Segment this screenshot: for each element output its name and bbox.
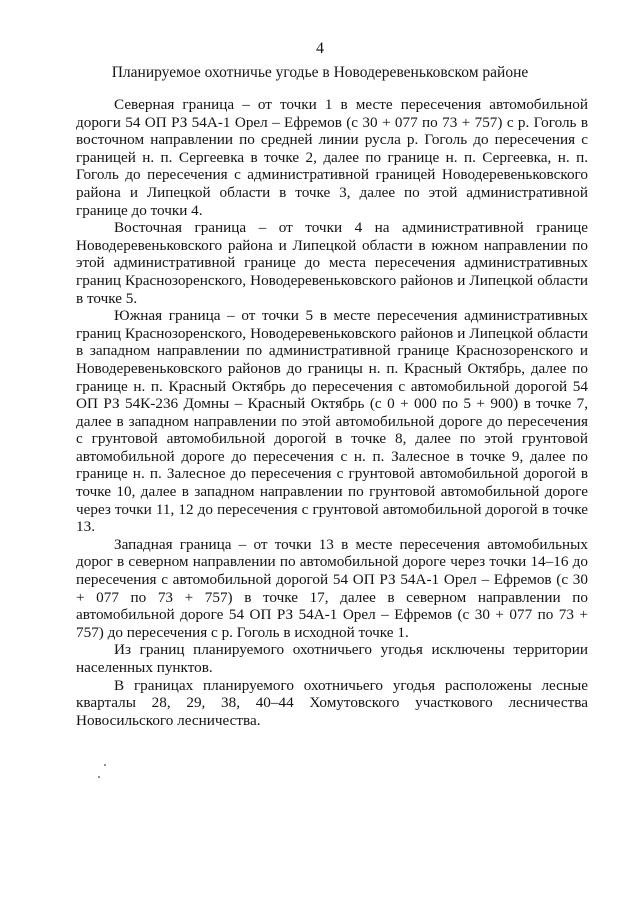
paragraph-west-border: Западная граница – от точки 13 в месте пересечения автомобильных дорог в северном направлении по автомобильной дороге через точки 14–16 до пересечения с автомобильной дорогой 54 ОП РЗ 54А-1 Орел – Ефремов (с 30 + 077 по 73 + 757) в точке 17, далее в северном направлении по автомобильной дороге 54 ОП РЗ 54А-1 Орел – Ефремов (с 30 + 077 по 73 + 757) до пересечения с р. Гоголь в исходной точке 1.: [76, 535, 588, 641]
document-body: [76, 96, 588, 729]
scan-speck: [104, 764, 106, 766]
paragraph-south-border: Южная граница – от точки 5 в месте пересечения административных границ Краснозоренского, Новодеревеньковского районов и Липецкой области в западном направлении по административной границе Краснозоренского и Новодеревеньковского районов до границы н. п. Красный Октябрь, далее по границе н. п. Красный Октябрь до пересечения с автомобильной дорогой 54 ОП РЗ 54К-236 Домны – Красный Октябрь (с 0 + 000 по 5 + 900) в точке 7, далее в западном направлении по этой автомобильной дороге до пересечения с грунтовой автомобильной дорогой в точке 8, далее по этой грунтовой автомобильной дороге до пересечения с н. п. Залесное в точке 9, далее по границе н. п. Залесное до пересечения с грунтовой автомобильной дорогой в точке 10, далее в западном направлении по грунтовой автомобильной дороге через точки 11, 12 до пересечения с грунтовой автомобильной дорогой в точке 13.: [76, 307, 588, 536]
paragraph-east-border: Восточная граница – от точки 4 на административной границе Новодеревеньковского района и Липецкой области в южном направлении по этой административной границе до места пересечения административных границ Краснозоренского, Новодеревеньковского районов и Липецкой области в точке 5.: [76, 219, 588, 307]
paragraph-forest-quarters: В границах планируемого охотничьего угодья расположены лесные кварталы 28, 29, 38, 40–44 Хомутовского участкового лесничества Новосильского лесничества.: [76, 676, 588, 729]
paragraph-north-border: Северная граница – от точки 1 в месте пересечения автомобильной дороги 54 ОП РЗ 54А-1 Орел – Ефремов (с 30 + 077 по 73 + 757) с р. Гоголь в восточном направлении по средней линии русла р. Гоголь до пересечения с границей н. п. Сергеевка в точке 2, далее по границе н. п. Сергеевка, н. п. Гоголь до пересечения с административной границей Новодеревеньковского района и Липецкой области в точке 3, далее по этой административной границе до точки 4.: [76, 96, 588, 219]
scan-speck: [98, 776, 100, 778]
paragraph-excluded-territories: Из границ планируемого охотничьего угодья исключены территории населенных пунктов.: [76, 641, 588, 676]
document-title: Планируемое охотничье угодье в Новодеревеньковском районе: [111, 64, 529, 81]
page-number: 4: [316, 40, 324, 57]
